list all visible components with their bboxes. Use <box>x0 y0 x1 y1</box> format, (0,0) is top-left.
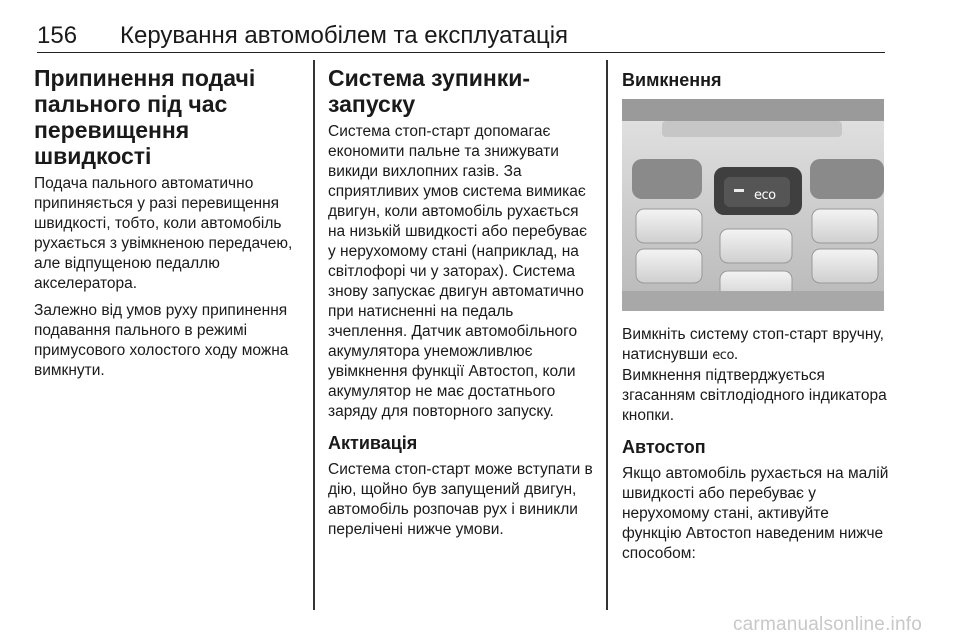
paragraph: Подача пального автоматично припиняється у разі перевищення швидкості, тобто, коли автомобіль рухається з увімкненою передачею, але відпущеною педаллю акселератора. <box>34 175 293 292</box>
column-divider-1 <box>313 60 315 610</box>
watermark: carmanualsonline.info <box>732 614 922 635</box>
paragraph: Залежно від умов руху припинення подавання пального в режимі примусового холостого ходу можна вимкнути. <box>34 302 289 379</box>
column-3 <box>622 65 890 571</box>
paragraph: Якщо автомобіль рухається на малій швидкості або перебуває у нерухомому стані, активуйте функцію Автостоп наведеним нижче способом: <box>622 465 889 562</box>
page-number: 156 <box>37 22 78 49</box>
column-2 <box>328 65 596 547</box>
chapter-title: Керування автомобілем та експлуатація <box>120 22 569 49</box>
column-divider-2 <box>606 60 608 610</box>
paragraph: Вимкніть систему стоп-старт вручну, натиснувши eco. Вимкнення підтверджується згасанням світлодіодного індикатора кнопки. <box>622 326 887 424</box>
column-1 <box>34 65 306 388</box>
subtitle-deactivation: Вимкнення <box>622 70 722 90</box>
section-title-stop-start: Система зупинки-запуску <box>328 65 531 117</box>
paragraph: Система стоп-старт допомагає економити пальне та знижувати викиди вихлопних газів. За сприятливих умов система вимикає двигун, коли автомобіль рухається на низькій швидкості або перебуває у нерухомому стані (наприклад, на світлофорі чи у заторах). Система знову запускає двигун автоматично при натисненні на педаль зчеплення. Датчик автомобільного акумулятора унеможливлює увімкнення функції Автостоп, коли акумулятор не має достатнього заряду для повторного запуску. <box>328 123 588 420</box>
subtitle-autostop: Автостоп <box>622 437 706 457</box>
console-buttons-illustration <box>622 99 884 311</box>
paragraph: Система стоп-старт може вступати в дію, щойно був запущений двигун, автомобіль розпочав рух і виникли перелічені нижче умови. <box>328 461 593 538</box>
eco-button-label: eco <box>754 188 776 203</box>
page-header <box>37 22 885 53</box>
section-title-fuel-cutoff: Припинення подачі пального під час перевищення швидкості <box>34 65 256 169</box>
console-photo <box>622 99 884 311</box>
subtitle-activation: Активація <box>328 433 418 453</box>
eco-key-label: eco <box>712 348 734 363</box>
